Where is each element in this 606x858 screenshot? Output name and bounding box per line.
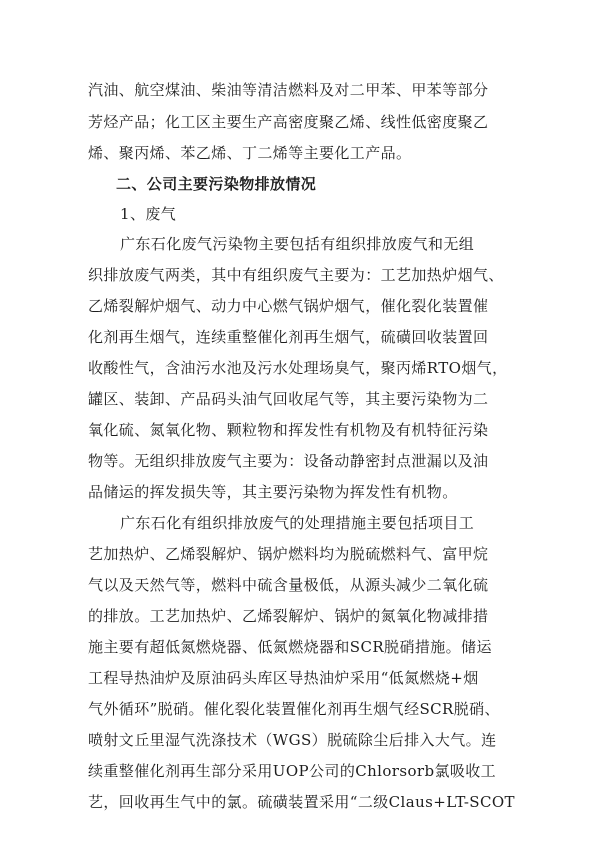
- text-line: 气以及天然气等，燃料中硫含量极低，从源头减少二氧化硫: [88, 576, 489, 594]
- text-line: 气外循环”脱硝。催化裂化装置催化剂再生烟气经SCR脱硝、: [88, 700, 500, 718]
- text-line: 续重整催化剂再生部分采用UOP公司的Chlorsorb氯吸收工: [88, 762, 497, 780]
- text-line: 汽油、航空煤油、柴油等清洁燃料及对二甲苯、甲苯等部分: [88, 81, 489, 99]
- text-line: 烯、聚丙烯、苯乙烯、丁二烯等主要化工产品。: [88, 144, 412, 162]
- text-line: 喷射文丘里湿气洗涤技术（WGS）脱硫除尘后排入大气。连: [88, 731, 497, 749]
- section-heading: 二、公司主要污染物排放情况: [116, 175, 317, 193]
- text-line: 广东石化有组织排放废气的处理措施主要包括项目工: [120, 514, 475, 532]
- text-line: 广东石化废气污染物主要包括有组织排放废气和无组: [120, 235, 475, 253]
- text-line: 物等。无组织排放废气主要为：设备动静密封点泄漏以及油: [88, 452, 489, 470]
- text-line: 乙烯裂解炉烟气、动力中心燃气锅炉烟气，催化裂化装置催: [88, 297, 489, 315]
- text-line: 化剂再生烟气，连续重整催化剂再生烟气，硫磺回收装置回: [88, 328, 489, 346]
- text-line: 工程导热油炉及原油码头库区导热油炉采用“低氮燃烧+烟: [88, 669, 479, 687]
- text-line: 芳烃产品；化工区主要生产高密度聚乙烯、线性低密度聚乙: [88, 113, 489, 131]
- text-line: 氧化硫、氮氧化物、颗粒物和挥发性有机物及有机特征污染: [88, 421, 489, 439]
- text-line: 艺加热炉、乙烯裂解炉、锅炉燃料均为脱硫燃料气、富甲烷: [88, 545, 489, 563]
- text-line: 品储运的挥发损失等，其主要污染物为挥发性有机物。: [88, 483, 458, 501]
- text-line: 施主要有超低氮燃烧器、低氮燃烧器和SCR脱硝措施。储运: [88, 638, 492, 656]
- text-line: 织排放废气两类，其中有组织废气主要为：工艺加热炉烟气、: [88, 266, 504, 284]
- text-line: 收酸性气，含油污水池及污水处理场臭气，聚丙烯RTO烟气，: [88, 359, 508, 377]
- text-line: 罐区、装卸、产品码头油气回收尾气等，其主要污染物为二: [88, 390, 489, 408]
- text-line: 的排放。工艺加热炉、乙烯裂解炉、锅炉的氮氧化物减排措: [88, 607, 489, 625]
- subsection-heading: 1、废气: [120, 205, 177, 223]
- text-line: 艺，回收再生气中的氯。硫磺装置采用“二级Claus+LT-SCOT: [88, 793, 515, 811]
